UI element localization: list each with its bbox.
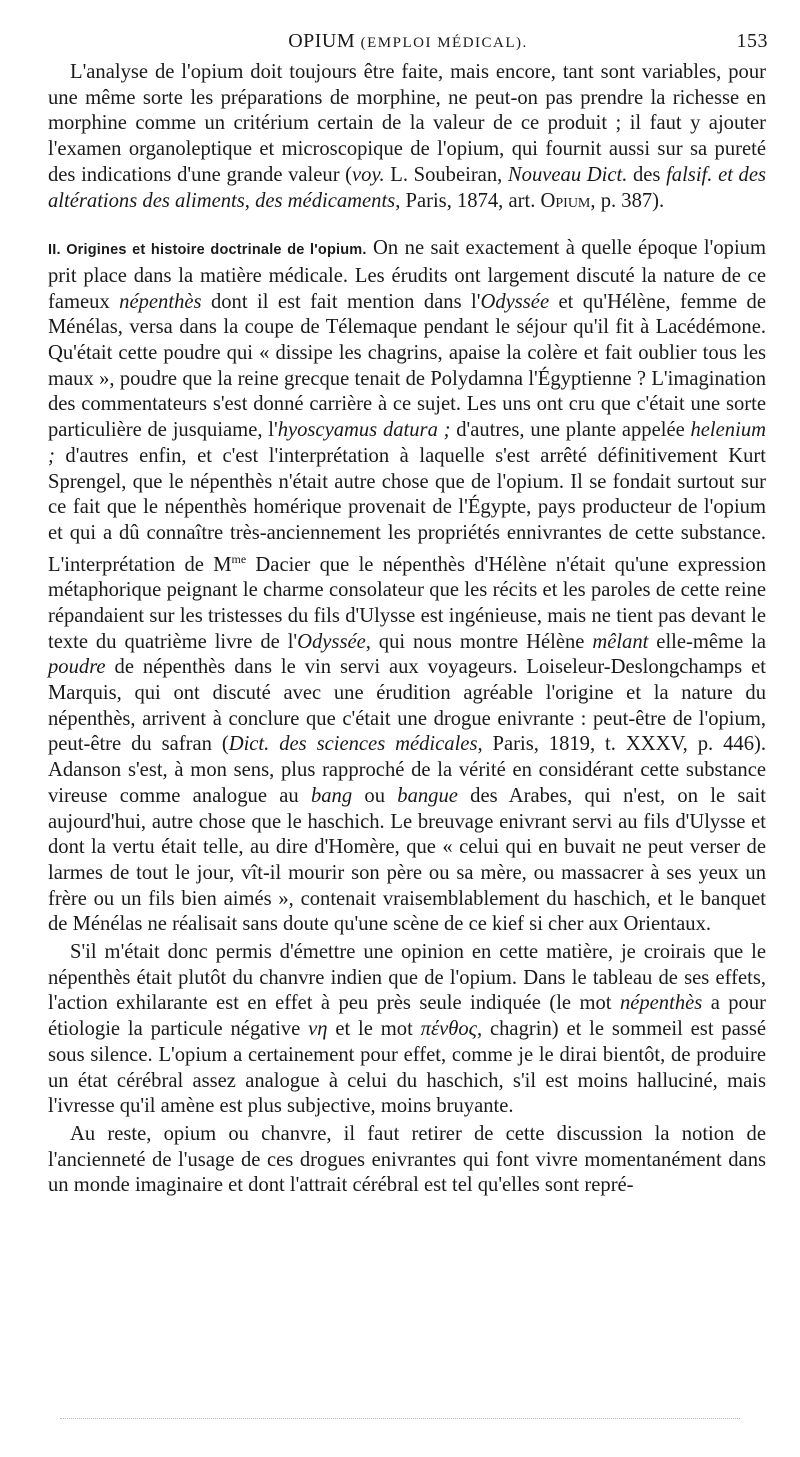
text-run: S'il m'était donc permis d'émettre une opinion en cette matière, je croirais que le népenthès était plutôt du chanvre indien que de l'opium. Dans le tableau de ses effets, l'action exhilarante est en effet à peu près seule indiquée (le mot: [48, 941, 766, 1015]
text-run: a pour étiologie la particule négative: [48, 992, 766, 1041]
paragraph-1: [48, 60, 766, 214]
text-run: ,: [244, 189, 256, 212]
running-header: [48, 30, 768, 56]
greek-run: πένθος: [420, 1018, 477, 1041]
text-run: des Arabes, qui n'est, on le sait aujourd'hui, autre chose que le haschich. Le breuvage enivrant servi au fils d'Ulysse et dont la vertu était telle, au dire d'Homère, que « celui qui en buvait ne peut verser de larmes de tout le jour, vît-il mourir son père ou sa mère, ou massacrer à ses yeux un frère ou un fils bien aimés », contenait vraisemblablement du haschich, et le banquet de Ménélas ne réalisait sans doute qu'une scène de ce kief si cher aux Orientaux.: [48, 784, 766, 936]
body-text: [48, 60, 766, 1199]
paragraph-4: Au reste, opium ou chanvre, il faut retirer de cette discussion la notion de l'ancienneté de l'usage de ces drogues enivrantes qui font vivre momentanément dans un monde imaginaire et dont l'attrait cérébral est tel qu'elles sont repré-: [48, 1122, 766, 1197]
italic-run: népenthès: [619, 992, 703, 1015]
section-heading: II. Origines et histoire doctrinale de l'opium.: [48, 242, 367, 259]
paragraph-2: [48, 236, 766, 938]
italic-run: helenium ;: [48, 419, 766, 467]
italic-run: et des altérations des aliments: [48, 163, 767, 212]
text-run: d'autres enfin, et c'est l'interprétation à laquelle s'est arrêté définitivement Kurt Sprengel, que le népenthès n'était autre chose que de l'opium. Il se fondait surtout sur ce fait que le népenthès homérique provenait de l'Égypte, pays producteur de l'opium et qui a dû connaître très-anciennement les propriétés ennivrantes de cette substance. L'interprétation de M: [48, 444, 766, 576]
italic-run: mêlant: [592, 630, 649, 653]
footer-rule: [60, 1418, 740, 1423]
text-run: elle-même la: [648, 630, 766, 653]
running-title: [48, 30, 768, 53]
text-run: et le mot: [327, 1018, 421, 1041]
text-run: de népenthès dans le vin servi aux voyageurs. Loiseleur-Deslongchamps et Marquis, qui ont discuté avec une érudition agréable l'origine et la nature du népenthès, arrivent à conclure que c'était une drogue enivrante : peut-être de l'opium, peut-être du safran (: [48, 656, 766, 756]
italic-run: Odyssée: [297, 630, 366, 653]
text-run: , p. 387).: [590, 189, 665, 212]
text-run: On ne sait exactement à quelle époque l'opium prit place dans la matière médicale. Les érudits ont largement discuté la nature de ce fameux: [48, 237, 766, 313]
italic-run: falsif.: [666, 163, 713, 186]
italic-run: voy.: [352, 163, 385, 186]
italic-run: népenthès: [119, 290, 202, 313]
running-title-sub: (EMPLOI MÉDICAL).: [360, 35, 528, 51]
text-run: L'analyse de l'opium doit toujours être faite, mais encore, tant sont variables, pour une même sorte les préparations de morphine, ne peut-on pas prendre la richesse en morphine comme un critérium certain de la valeur de ce produit ; il faut y ajouter l'examen organoleptique et microscopique de l'opium, qui fournit aussi sur sa pureté des indications d'une grande valeur (: [48, 61, 766, 186]
superscript-run: me: [231, 551, 247, 566]
italic-run: Dict. des sciences médicales: [228, 733, 478, 756]
text-run: dont il est fait mention dans l': [201, 290, 481, 313]
text-run: , Paris, 1874, art.: [395, 189, 541, 212]
smallcaps-run: Opium: [540, 189, 591, 212]
italic-run: poudre: [48, 656, 106, 679]
italic-run: bangue: [397, 784, 458, 807]
text-run: , Paris, 1819, t. XXXV, p. 446). Adanson s'est, à mon sens, plus rapproché de la vérité en considérant cette substance vireuse comme analogue au: [48, 733, 766, 807]
text-run: des: [627, 163, 667, 186]
italic-run: des médicaments: [255, 189, 396, 212]
paragraph-3: [48, 940, 766, 1120]
text-run: Dacier que le népenthès d'Hélène n'était qu'une expression métaphorique peignant le charme consolateur que les récits et les paroles de cette reine répandaient sur les tristesses du fils d'Ulysse est ingénieuse, mais ne tient pas devant le texte du quatrième livre de l': [48, 553, 766, 653]
running-title-main: OPIUM: [288, 30, 356, 52]
text-run: ou: [352, 784, 398, 807]
italic-run: bang: [310, 784, 353, 807]
text-run: d'autres, une plante appelée: [450, 419, 691, 442]
italic-run: Nouveau Dict.: [507, 163, 628, 186]
text-run: et qu'Hélène, femme de Ménélas, versa dans la coupe de Télemaque pendant le séjour qu'il fit à Lacédémone. Qu'était cette poudre qui « dissipe les chagrins, apaise la colère et fait oublier tous les maux », poudre que la reine grecque tenait de Polydamna l'Égyptienne ? L'imagination des commentateurs s'est donné carrière à ce sujet. Les uns ont cru que c'était une sorte particulière de jusquiame, l': [48, 290, 766, 442]
text-run: , qui nous montre Hélène: [365, 630, 593, 653]
italic-run: hyoscyamus datura ;: [277, 419, 451, 442]
text-run: L. Soubeiran,: [384, 163, 508, 186]
page-number: 153: [736, 30, 768, 52]
text-run: , chagrin) et le sommeil est passé sous silence. L'opium a certainement pour effet, comme je le dirai bientôt, de produire un état cérébral assez analogue à celui du haschich, s'il est moins halluciné, mais l'ivresse qu'il amène est plus subjective, moins bruyante.: [48, 1018, 766, 1118]
greek-run: νη: [308, 1018, 328, 1041]
italic-run: Odyssée: [480, 290, 550, 313]
